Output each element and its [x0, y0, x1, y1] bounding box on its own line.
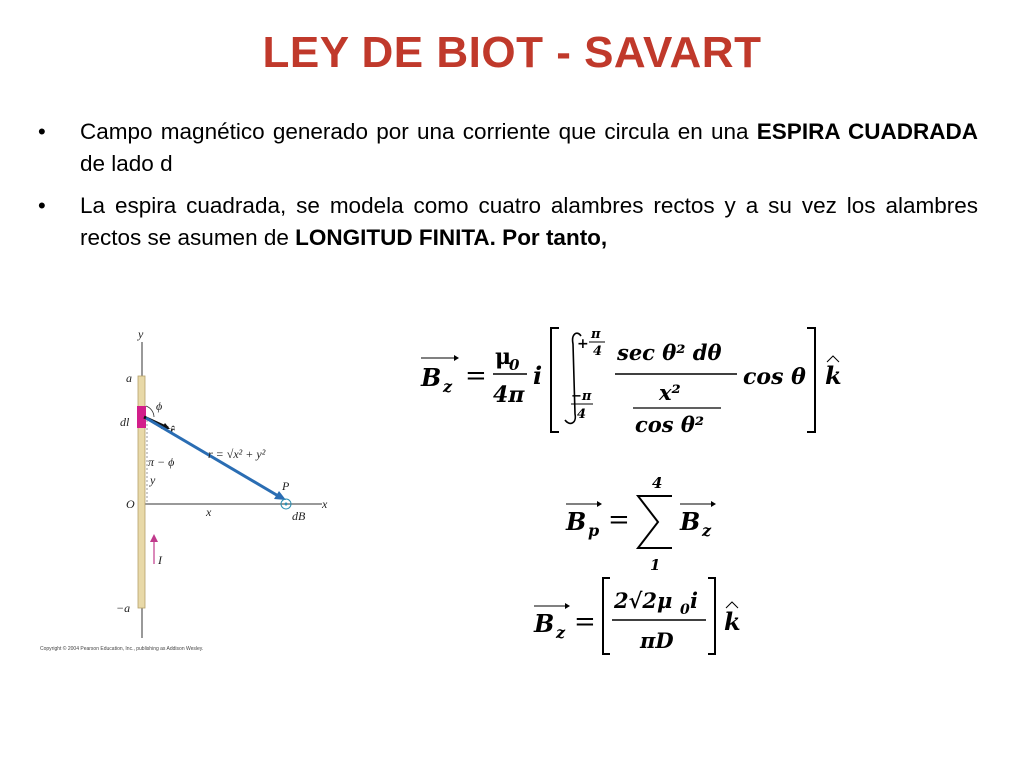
- eq1-lhs: B: [421, 363, 442, 392]
- label-y-segment: y: [150, 473, 156, 487]
- label-db: dB: [292, 509, 306, 523]
- upper-limit-sign: +: [577, 336, 589, 352]
- sum-upper: 4: [652, 474, 663, 492]
- bullet-mark: •: [38, 193, 46, 218]
- eq2-lhs: B: [566, 507, 587, 536]
- sum-sign: [638, 496, 672, 548]
- eq3-lhs-sub: z: [556, 623, 566, 642]
- eq1-cos: cos θ: [743, 364, 806, 390]
- eq1-lhs-sub: z: [443, 377, 453, 396]
- eq2-term-sub: z: [702, 521, 712, 540]
- vector-arrowhead: [597, 501, 602, 507]
- wire-field-diagram: [30, 318, 370, 658]
- bullet-text-part: de lado d: [80, 151, 173, 176]
- lower-limit-den: 4: [577, 407, 587, 422]
- label-a: a: [126, 371, 132, 385]
- equals-sign: =: [465, 361, 487, 391]
- bullet-text-bold: ESPIRA CUADRADA: [756, 119, 978, 144]
- equals-sign: =: [608, 505, 630, 535]
- eq2-term: B: [680, 507, 701, 536]
- eq3-numerator: 2√2μ: [614, 588, 673, 613]
- phi-arc: [146, 406, 154, 417]
- eq1-mu: μ: [495, 344, 512, 370]
- bullet-mark: •: [38, 119, 46, 144]
- vector-arrowhead: [565, 603, 570, 609]
- figure-copyright: Copyright © 2004 Pearson Education, Inc., publishing as Addison Wesley.: [40, 646, 204, 652]
- vector-arrowhead: [454, 355, 459, 361]
- bullet-text-part: Campo magnético generado por una corriente que circula en una: [80, 119, 757, 144]
- label-x-segment: x: [206, 505, 212, 519]
- label-current: I: [158, 553, 162, 567]
- label-pi-minus-phi: π − ϕ: [148, 455, 175, 469]
- current-arrowhead: [150, 534, 158, 542]
- bullet-text-bold: LONGITUD FINITA. Por tanto,: [295, 225, 608, 250]
- eq3-num-i: i: [690, 588, 698, 613]
- bullet-item: [38, 190, 978, 254]
- bullet-item: [38, 116, 978, 180]
- label-phi: ϕ: [156, 399, 163, 413]
- x-axis-label: x: [322, 497, 328, 511]
- upper-limit-den: 4: [593, 344, 603, 359]
- label-dl: dl: [120, 415, 130, 429]
- bullet-text: [80, 116, 978, 180]
- eq1-i: i: [533, 361, 543, 390]
- upper-limit-num: π: [591, 327, 601, 342]
- eq3-num-sub: 0: [680, 602, 690, 618]
- bullet-text: [80, 190, 978, 254]
- eq3-lhs: B: [534, 609, 555, 638]
- equals-sign: =: [574, 607, 596, 637]
- eq3-denominator: πD: [640, 628, 674, 653]
- vector-arrowhead: [711, 501, 716, 507]
- bullet-text-part: La espira cuadrada, se modela como cuatro alambres rectos y a su vez los alambres rectos se asumen de: [80, 193, 978, 250]
- lower-limit-num: −π: [571, 389, 592, 404]
- label-r-formula: r = √x² + y²: [208, 447, 266, 461]
- slide-title: LEY DE BIOT - SAVART: [262, 28, 762, 77]
- label-neg-a: −a: [116, 601, 131, 615]
- right-bracket: [807, 328, 815, 432]
- label-r-hat: r̂: [170, 423, 175, 437]
- sum-lower: 1: [650, 556, 661, 574]
- integrand-den-num: x²: [659, 380, 681, 405]
- label-origin: O: [126, 497, 135, 511]
- eq1-four-pi: 4π: [493, 382, 525, 408]
- integrand-numerator: sec θ² dθ: [617, 340, 722, 365]
- equation-bz-integral: [415, 322, 885, 442]
- eq3-khat: k: [724, 607, 741, 636]
- bullet-list: [38, 116, 978, 264]
- equation-bp-sum: [560, 470, 760, 580]
- eq2-lhs-sub: p: [588, 521, 600, 540]
- right-bracket: [708, 578, 715, 654]
- label-p: P: [282, 479, 290, 493]
- eq1-mu-sub: 0: [509, 356, 520, 374]
- integrand-den-den: cos θ²: [635, 412, 705, 437]
- equation-bz-result: [530, 574, 760, 664]
- left-bracket: [551, 328, 559, 432]
- point-p-dot: [285, 503, 288, 506]
- y-axis-label: y: [138, 327, 144, 341]
- left-bracket: [603, 578, 610, 654]
- eq1-khat: k: [825, 361, 842, 390]
